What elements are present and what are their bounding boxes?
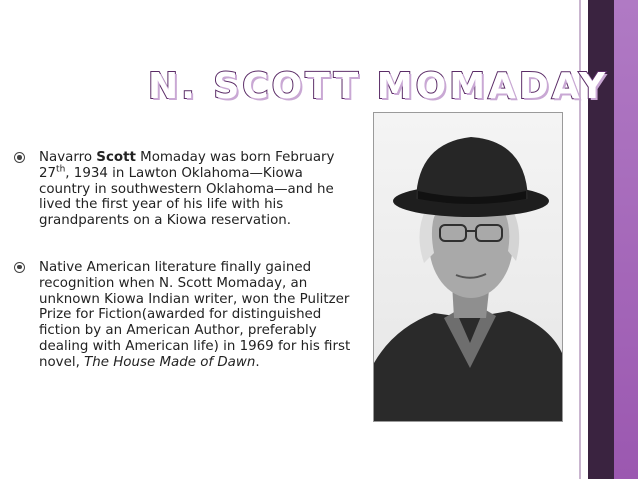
- bullet-text-bold: Scott: [96, 150, 136, 165]
- bullet-text: , 1934 in Lawton Oklahoma—Kiowa country in southwestern Oklahoma—and he lived the first year of his life with his grandparents on a Kiowa reservation.: [39, 165, 334, 229]
- bullet-text: .: [255, 354, 260, 370]
- bullet-item-pulitzer: [14, 260, 354, 371]
- slide-title: N. SCOTT MOMADAY: [148, 66, 609, 107]
- bullet-text: Momaday was born February 27: [39, 150, 335, 181]
- portrait-photo: [373, 112, 563, 422]
- bullet-circle-icon: [14, 262, 25, 273]
- bullet-text-italic: The House Made of Dawn: [84, 354, 256, 370]
- bullet-list: [14, 150, 354, 402]
- bullet-text-superscript: th: [56, 164, 66, 175]
- side-bar-violet-stripe: [614, 0, 638, 479]
- bullet-text: Native American literature finally gained recognition when N. Scott Momaday, an unknown Kiowa Indian writer, won the Pulitzer Prize for Fiction(awarded for distinguished fiction by an American Author, preferably dealing with American life) in 1969 for his first novel,: [39, 259, 351, 370]
- portrait-photo-icon: [374, 113, 562, 421]
- bullet-text: Navarro: [39, 150, 97, 165]
- bullet-item-birth: [14, 150, 354, 229]
- bullet-circle-icon: [14, 152, 25, 163]
